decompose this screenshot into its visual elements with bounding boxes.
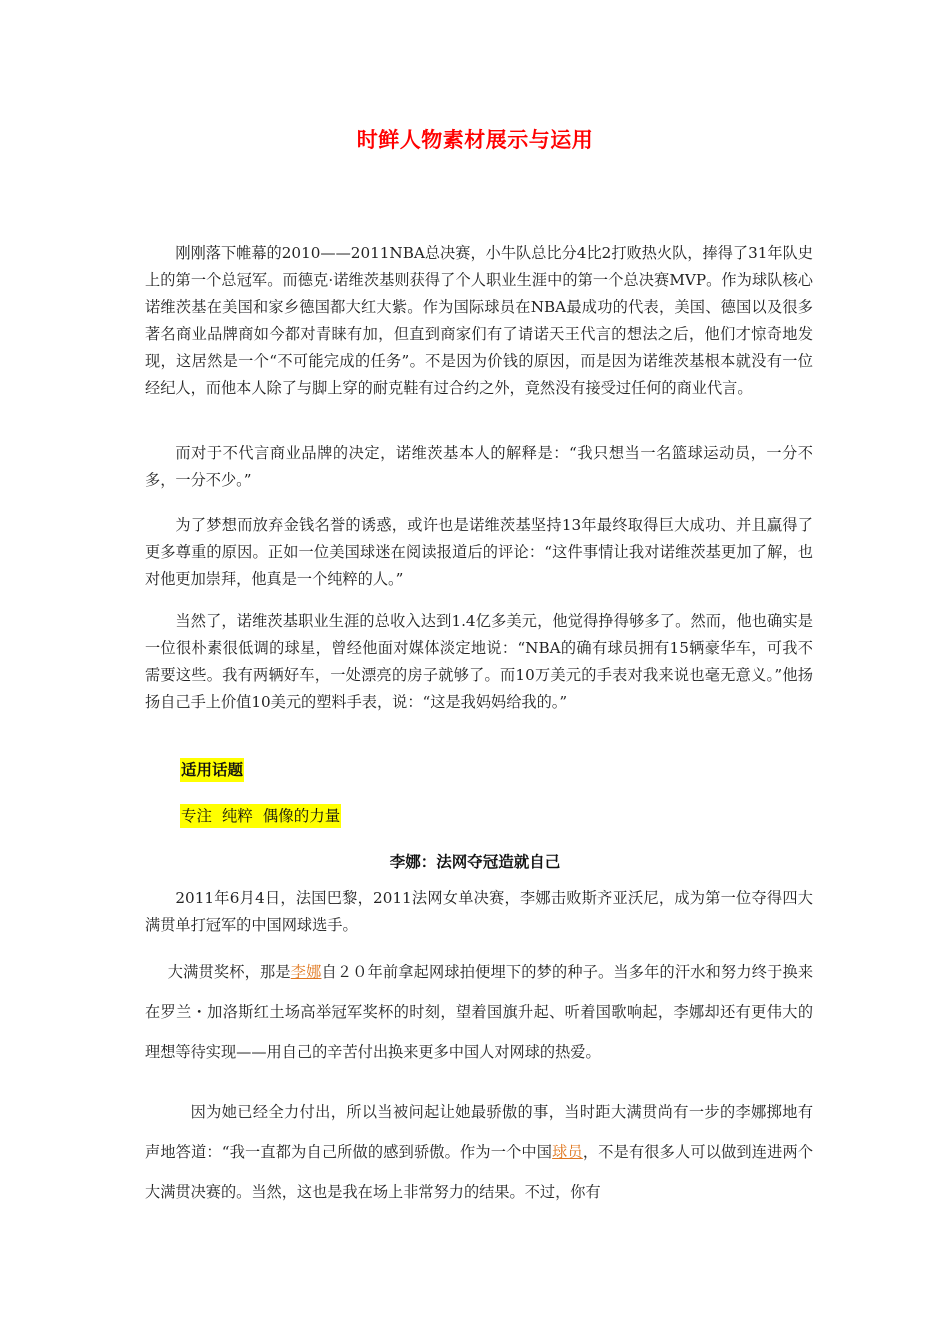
li-na-dream-text-post: 自２０年前拿起网球拍便埋下的梦的种子。当多年的汗水和努力终于换来在罗兰・加洛斯红土场高举冠军奖杯的时刻，望着国旗升起、听着国歌响起，李娜却还有更伟大的理想等待实现——用自己的辛苦付出换来更多中国人对网球的热爱。 [145,963,814,1061]
player-link[interactable]: 球员 [552,1143,583,1161]
paragraph-nowitzki-quote: 而对于不代言商业品牌的决定，诺维茨基本人的解释是：“我只想当一名篮球运动员，一分不多，一分不少。” [145,444,813,489]
topic-label: 适用话题 [180,758,244,782]
paragraph-nowitzki-intro: 刚刚落下帷幕的2010——2011NBA总决赛，小牛队总比分4比2打败热火队，捧得了31年队史上的第一个总冠军。而德克·诺维茨基则获得了个人职业生涯中的第一个总决赛MVP。作为球队核心诺维茨基在美国和家乡德国都大红大紫。作为国际球员在NBA最成功的代表，美国、德国以及很多著名商业品牌商如今都对青睐有加，但直到商家们有了请诺天王代言的想法之后，他们才惊奇地发现，这居然是一个“不可能完成的任务”。不是因为价钱的原因，而是因为诺维茨基根本就没有一位经纪人，而他本人除了与脚上穿的耐克鞋有过合约之外，竟然没有接受过任何的商业代言。 [145,244,813,397]
li-na-dream-text-pre: 大满贯奖杯，那是 [167,963,291,981]
section-title: 李娜：法网夺冠造就自己 [389,853,561,871]
topic-values: 专注 纯粹 偶像的力量 [180,804,341,828]
paragraph-li-na-dream [145,952,813,1072]
li-na-pride-text-pre: 因为她已经全力付出，所以当被问起让她最骄傲的事，当时距大满贯尚有一步的李娜掷地有声地答道：“我一直都为自己所做的感到骄傲。作为一个中国 [145,1103,813,1161]
li-na-pride-text-post: ，不是有很多人可以做到连进两个大满贯决赛的。当然，这也是我在场上非常努力的结果。不过，你有 [145,1143,814,1201]
page-title: 时鲜人物素材展示与运用 [356,128,594,152]
paragraph-li-na-victory: 2011年6月4日，法国巴黎，2011法网女单决赛，李娜击败斯齐亚沃尼，成为第一位夺得四大满贯单打冠军的中国网球选手。 [145,889,813,934]
li-na-link[interactable]: 李娜 [290,963,322,981]
paragraph-li-na-pride [145,1092,813,1212]
paragraph-nowitzki-income: 当然了，诺维茨基职业生涯的总收入达到1.4亿多美元，他觉得挣得够多了。然而，他也确实是一位很朴素很低调的球星，曾经他面对媒体淡定地说：“NBA的确有球员拥有15辆豪华车，可我不需要这些。我有两辆好车，一处漂亮的房子就够了。而10万美元的手表对我来说也毫无意义。”他扬扬自己手上价值10美元的塑料手表，说：“这是我妈妈给我的。” [145,612,813,711]
paragraph-nowitzki-dream: 为了梦想而放弃金钱名誉的诱惑，或许也是诺维茨基坚持13年最终取得巨大成功、并且赢得了更多尊重的原因。正如一位美国球迷在阅读报道后的评论：“这件事情让我对诺维茨基更加了解，也对他更加崇拜，他真是一个纯粹的人。” [145,516,813,588]
